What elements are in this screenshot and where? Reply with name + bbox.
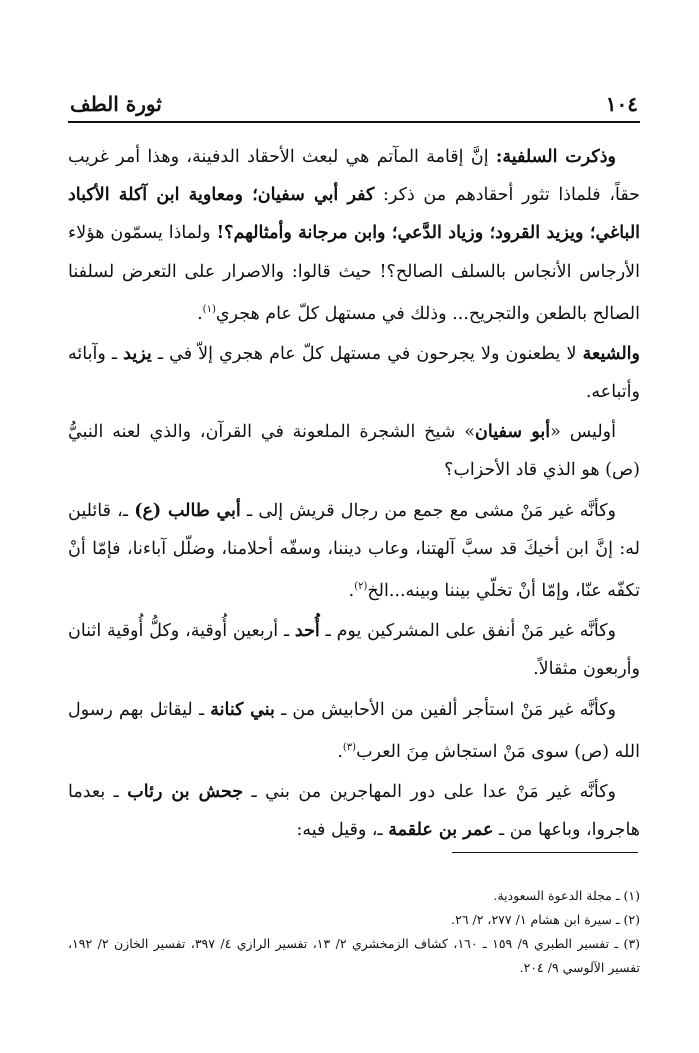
text-run: إنَّ إقامة المآتم هي لبعث الأحقاد الدفينة، وهذا أمر غريب حقاً، فلماذا تثور أحقادهم من ذكر: (68, 147, 640, 206)
footnote-1: (١) ـ مجلة الدعوة السعودية. (493, 888, 640, 903)
paragraph-uhud (68, 612, 640, 688)
footnote-ref: (٢) (354, 581, 368, 593)
bold-phrase: عمر بن علقمة (388, 819, 494, 840)
text-run: وكأنَّه غير مَنْ مشى مع جمع من رجال قريش إلى ـ (240, 500, 616, 521)
bold-phrase: وذكرت السلفية: (495, 147, 617, 167)
bold-phrase: جحش بن رئاب (127, 781, 244, 802)
text-run: . (197, 303, 203, 324)
bold-phrase: أُحد (294, 621, 320, 642)
paragraph-abu-talib (68, 492, 640, 610)
text-run: وكأنَّه غير مَنْ استأجر ألفين من الأحابيش من ـ (274, 699, 616, 720)
running-title: ثورة الطف (70, 92, 162, 116)
bold-phrase: يزيد (123, 343, 152, 364)
footnote-divider (452, 852, 638, 853)
footnote-3: (٣) ـ تفسير الطبري ٩/ ١٥٩ ـ ١٦٠، كشاف الزمخشري ٢/ ١٣، تفسير الرازي ٤/ ٣٩٧، تفسير الخازن ٢/ ١٩٢، تفسير الآلوسي ٩/ ٢٠٤. (68, 936, 641, 975)
text-run: ـ، وقيل فيه: (296, 819, 389, 840)
paragraph-salafiyya (68, 138, 640, 333)
text-run: ولماذا يسمّون هؤلاء الأرجاس الأنجاس بالسلف الصالح؟! حيث قالوا: والاصرار على التعرض لسلفنا الصالح بالطعن والتجريح... وذلك في مستهل كلّ عام هجري (68, 223, 640, 324)
text-run: أوليس « (550, 422, 616, 443)
footnote-ref: (٣) (342, 741, 357, 753)
bold-phrase: بني كنانة (210, 699, 275, 720)
page-number: ١٠٤ (605, 92, 638, 116)
bold-phrase: كفر أبي سفيان؛ ومعاوية ابن آكلة الأكباد الباغي؛ ويزيد القرود؛ وزياد الدَّعي؛ وابن مرجانة وأمثالهم؟! (68, 185, 641, 244)
text-run: . (337, 741, 343, 762)
text-run: » شيخ الشجرة الملعونة في القرآن، والذي لعنه النبيُّ (ص) هو الذي قاد الأحزاب؟ (68, 422, 640, 481)
bold-phrase: أبي طالب (ع) (134, 500, 241, 521)
text-run: لا يطعنون ولا يجرحون في مستهل كلّ عام هجري إلاّ في ـ (151, 343, 583, 364)
text-run: ـ وآبائه وأتباعه. (68, 343, 640, 403)
paragraph-jahsh (68, 773, 640, 849)
text-run: ـ، قائلين له: إنَّ ابن أخيكَ قد سبَّ آلهتنا، وعاب ديننا، وسفّه أحلامنا، وضلّل آباءنا، فإمّا أنْ تكفّه عنّا، وإمّا أنْ تخلّي بيننا وبينه...الخ (68, 500, 640, 601)
footnote-ref: (١) (202, 303, 216, 315)
text-run: وكأنَّه غير مَنْ عدا على دور المهاجرين من بني ـ (243, 781, 616, 802)
footnote-2: (٢) ـ سيرة ابن هشام ١/ ٢٧٧، ٢/ ٢٦. (451, 912, 640, 927)
text-run: ـ بعدما هاجروا، وباعها من ـ (68, 781, 640, 840)
paragraph-shia (68, 335, 640, 411)
body-text (68, 138, 640, 849)
text-run: وكأنَّه غير مَنْ أنفق على المشركين يوم ـ (319, 621, 616, 642)
text-run: ـ أربعين أُوقية، وكلُّ أُوقية اثنان وأربعون مثقالاً. (68, 621, 640, 680)
paragraph-abu-sufyan (68, 413, 640, 489)
running-header (70, 86, 638, 116)
bold-phrase: أبو سفيان (475, 422, 551, 443)
footnotes (68, 884, 640, 980)
bold-phrase: والشيعة (582, 343, 640, 364)
text-run: ـ ليقاتل بهم رسول الله (ص) سوى مَنْ استجاش مِنَ العرب (68, 699, 640, 762)
text-run: . (348, 580, 355, 601)
header-divider (68, 121, 640, 123)
paragraph-bani-kinana (68, 691, 640, 771)
